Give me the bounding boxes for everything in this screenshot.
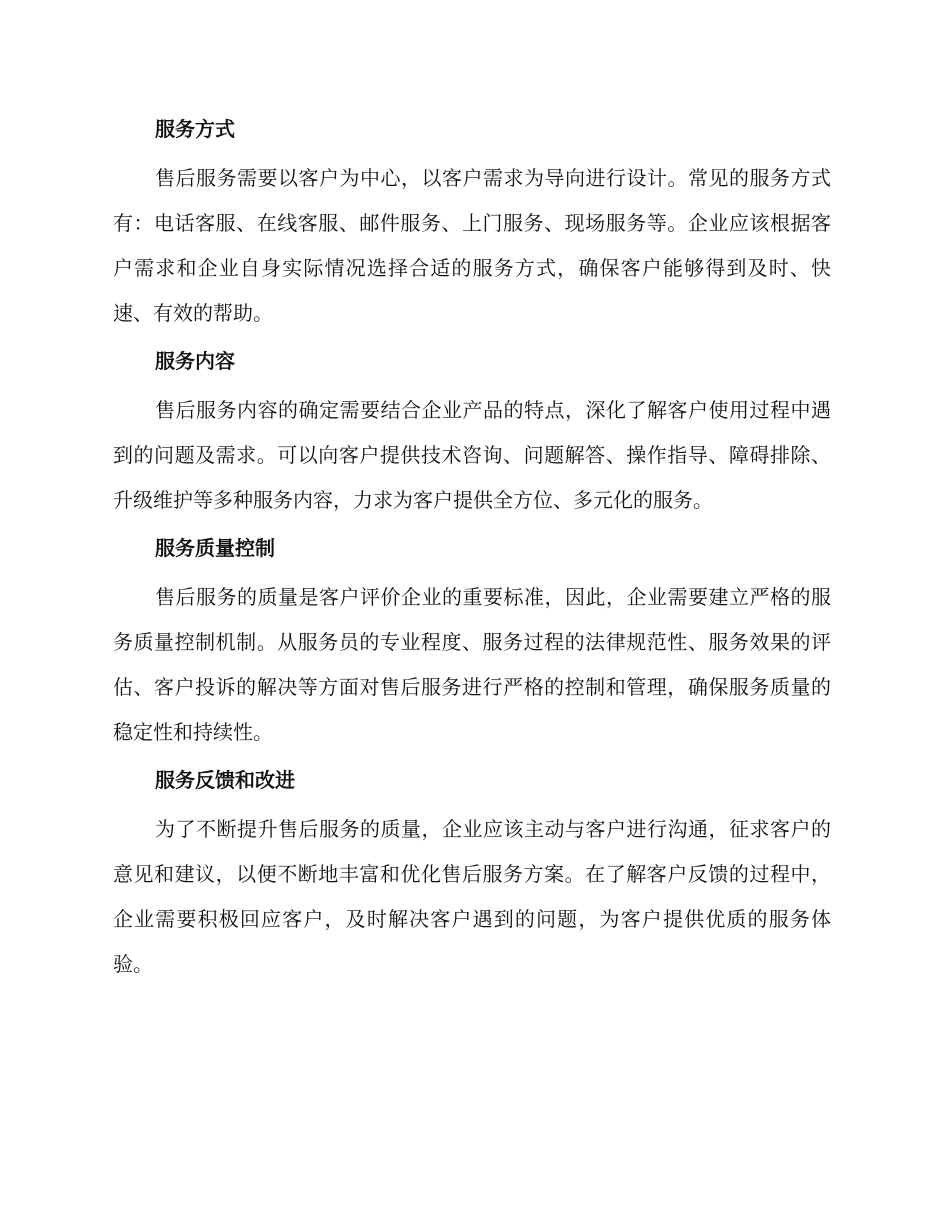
document-page	[113, 105, 831, 987]
section-heading: 服务反馈和改进	[155, 768, 295, 792]
section-quality-control	[113, 524, 831, 755]
section-paragraph: 为了不断提升售后服务的质量，企业应该主动与客户进行沟通，征求客户的意见和建议，以便不断地丰富和优化售后服务方案。在了解客户反馈的过程中，企业需要积极回应客户，及时解决客户遇到的问题，为客户提供优质的服务体验。	[113, 817, 831, 976]
section-feedback-improvement	[113, 756, 831, 987]
section-paragraph: 售后服务需要以客户为中心，以客户需求为导向进行设计。常见的服务方式有：电话客服、在线客服、邮件服务、上门服务、现场服务等。企业应该根据客户需求和企业自身实际情况选择合适的服务方式，确保客户能够得到及时、快速、有效的帮助。	[113, 166, 831, 325]
section-service-method	[113, 105, 831, 336]
section-heading: 服务方式	[155, 117, 235, 141]
section-paragraph: 售后服务内容的确定需要结合企业产品的特点，深化了解客户使用过程中遇到的问题及需求。可以向客户提供技术咨询、问题解答、操作指导、障碍排除、升级维护等多种服务内容，力求为客户提供全方位、多元化的服务。	[113, 398, 831, 512]
section-service-content	[113, 337, 831, 523]
section-heading: 服务质量控制	[155, 536, 275, 560]
section-paragraph: 售后服务的质量是客户评价企业的重要标准，因此，企业需要建立严格的服务质量控制机制。从服务员的专业程度、服务过程的法律规范性、服务效果的评估、客户投诉的解决等方面对售后服务进行严格的控制和管理，确保服务质量的稳定性和持续性。	[113, 585, 831, 744]
section-heading: 服务内容	[155, 349, 235, 373]
